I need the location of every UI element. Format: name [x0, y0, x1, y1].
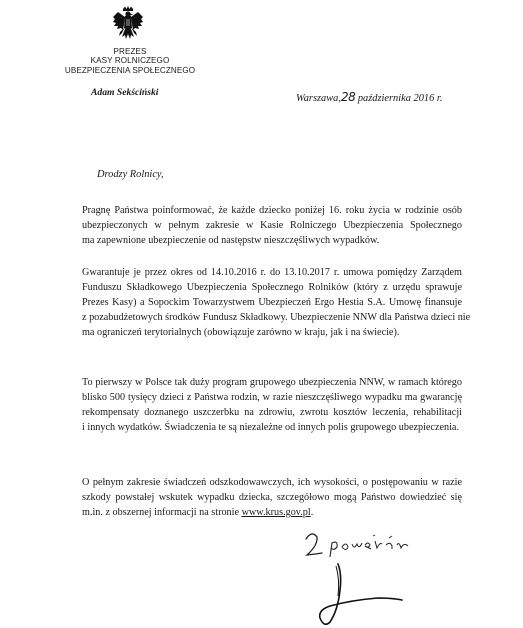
salutation: Drodzy Rolnicy, [97, 169, 164, 180]
letter-date [296, 90, 442, 104]
paragraph-line: ma zapewnione ubezpieczenie od następstw nieszczęśliwych wypadków. [82, 235, 380, 246]
paragraph-1 [82, 203, 462, 248]
krus-website-link[interactable]: www.krus.gov.pl [241, 507, 311, 518]
paragraph-2 [82, 265, 471, 340]
handwritten-signature [290, 562, 410, 628]
letterhead-line-1: PREZES [113, 47, 147, 56]
paragraph-line-with-link [82, 505, 462, 520]
paragraph-line: Prezes Kasy) a Sopockim Towarzystwem Ubezpieczeń Ergo Hestia S.A. Umowę finansuje [82, 297, 462, 308]
paragraph-3 [82, 375, 462, 435]
paragraph-line: Funduszu Składkowego Ubezpieczenia Społecznego Rolników (który z urzędu sprawuje [82, 282, 462, 293]
author-name: Adam Sekściński [91, 87, 159, 98]
paragraph-line: szkody powstałej wskutek wypadku dziecka, szczegółowo mogą Państwo dowiedzieć się [82, 492, 462, 503]
paragraph-line: Gwarantuje je przez okres od 14.10.2016 r. do 13.10.2017 r. umowa pomiędzy Zarządem [82, 267, 462, 278]
paragraph-line: rekompensaty doznanego uszczerbku na zdrowiu, zwrotu kosztów leczenia, rehabilitacji [82, 407, 462, 418]
polish-eagle-emblem-icon [112, 6, 144, 46]
paragraph-line: Pragnę Państwa poinformować, że każde dziecko poniżej 16. roku życia w rodzinie osób [82, 205, 462, 216]
handwritten-closing-note [300, 527, 420, 563]
paragraph-line: O pełnym zakresie świadczeń odszkodowawczych, ich wysokości, o postępowaniu w razie [82, 477, 462, 488]
paragraph-line: To pierwszy w Polsce tak duży program grupowego ubezpieczenia NNW, w ramach którego [82, 377, 462, 388]
letterhead-line-3: UBEZPIECZENIA SPOŁECZNEGO [64, 65, 196, 75]
paragraph-line: blisko 500 tysięcy dzieci z Państwa rodzin, w razie nieszczęśliwego wypadku ma gwarancję [82, 392, 462, 403]
paragraph-text: m.in. z obszernej informacji na stronie [82, 507, 242, 518]
paragraph-line: ma ograniczeń terytorialnych (obowiązuje zarówno w kraju, jak i na świecie). [82, 327, 400, 338]
letterhead [40, 47, 220, 75]
date-month-year: października 2016 r. [357, 93, 443, 104]
date-day-handwritten: 28 [340, 90, 356, 104]
paragraph-line: ubezpieczonych w pełnym zakresie w Kasie Rolniczego Ubezpieczenia Społecznego [82, 220, 462, 231]
paragraph-text: . [310, 507, 314, 518]
paragraph-line: z pozabudżetowych środków Fundusz Składkowy. Ubezpieczenie NNW dla Państwa dzieci nie [82, 312, 471, 323]
letterhead-line-2: KASY ROLNICZEGO [90, 56, 170, 66]
paragraph-4 [82, 475, 462, 520]
paragraph-line: i innych wydatków. Świadczenia te są niezależne od innych polis grupowego ubezpieczenia. [82, 422, 459, 433]
date-city: Warszawa, [296, 93, 341, 104]
